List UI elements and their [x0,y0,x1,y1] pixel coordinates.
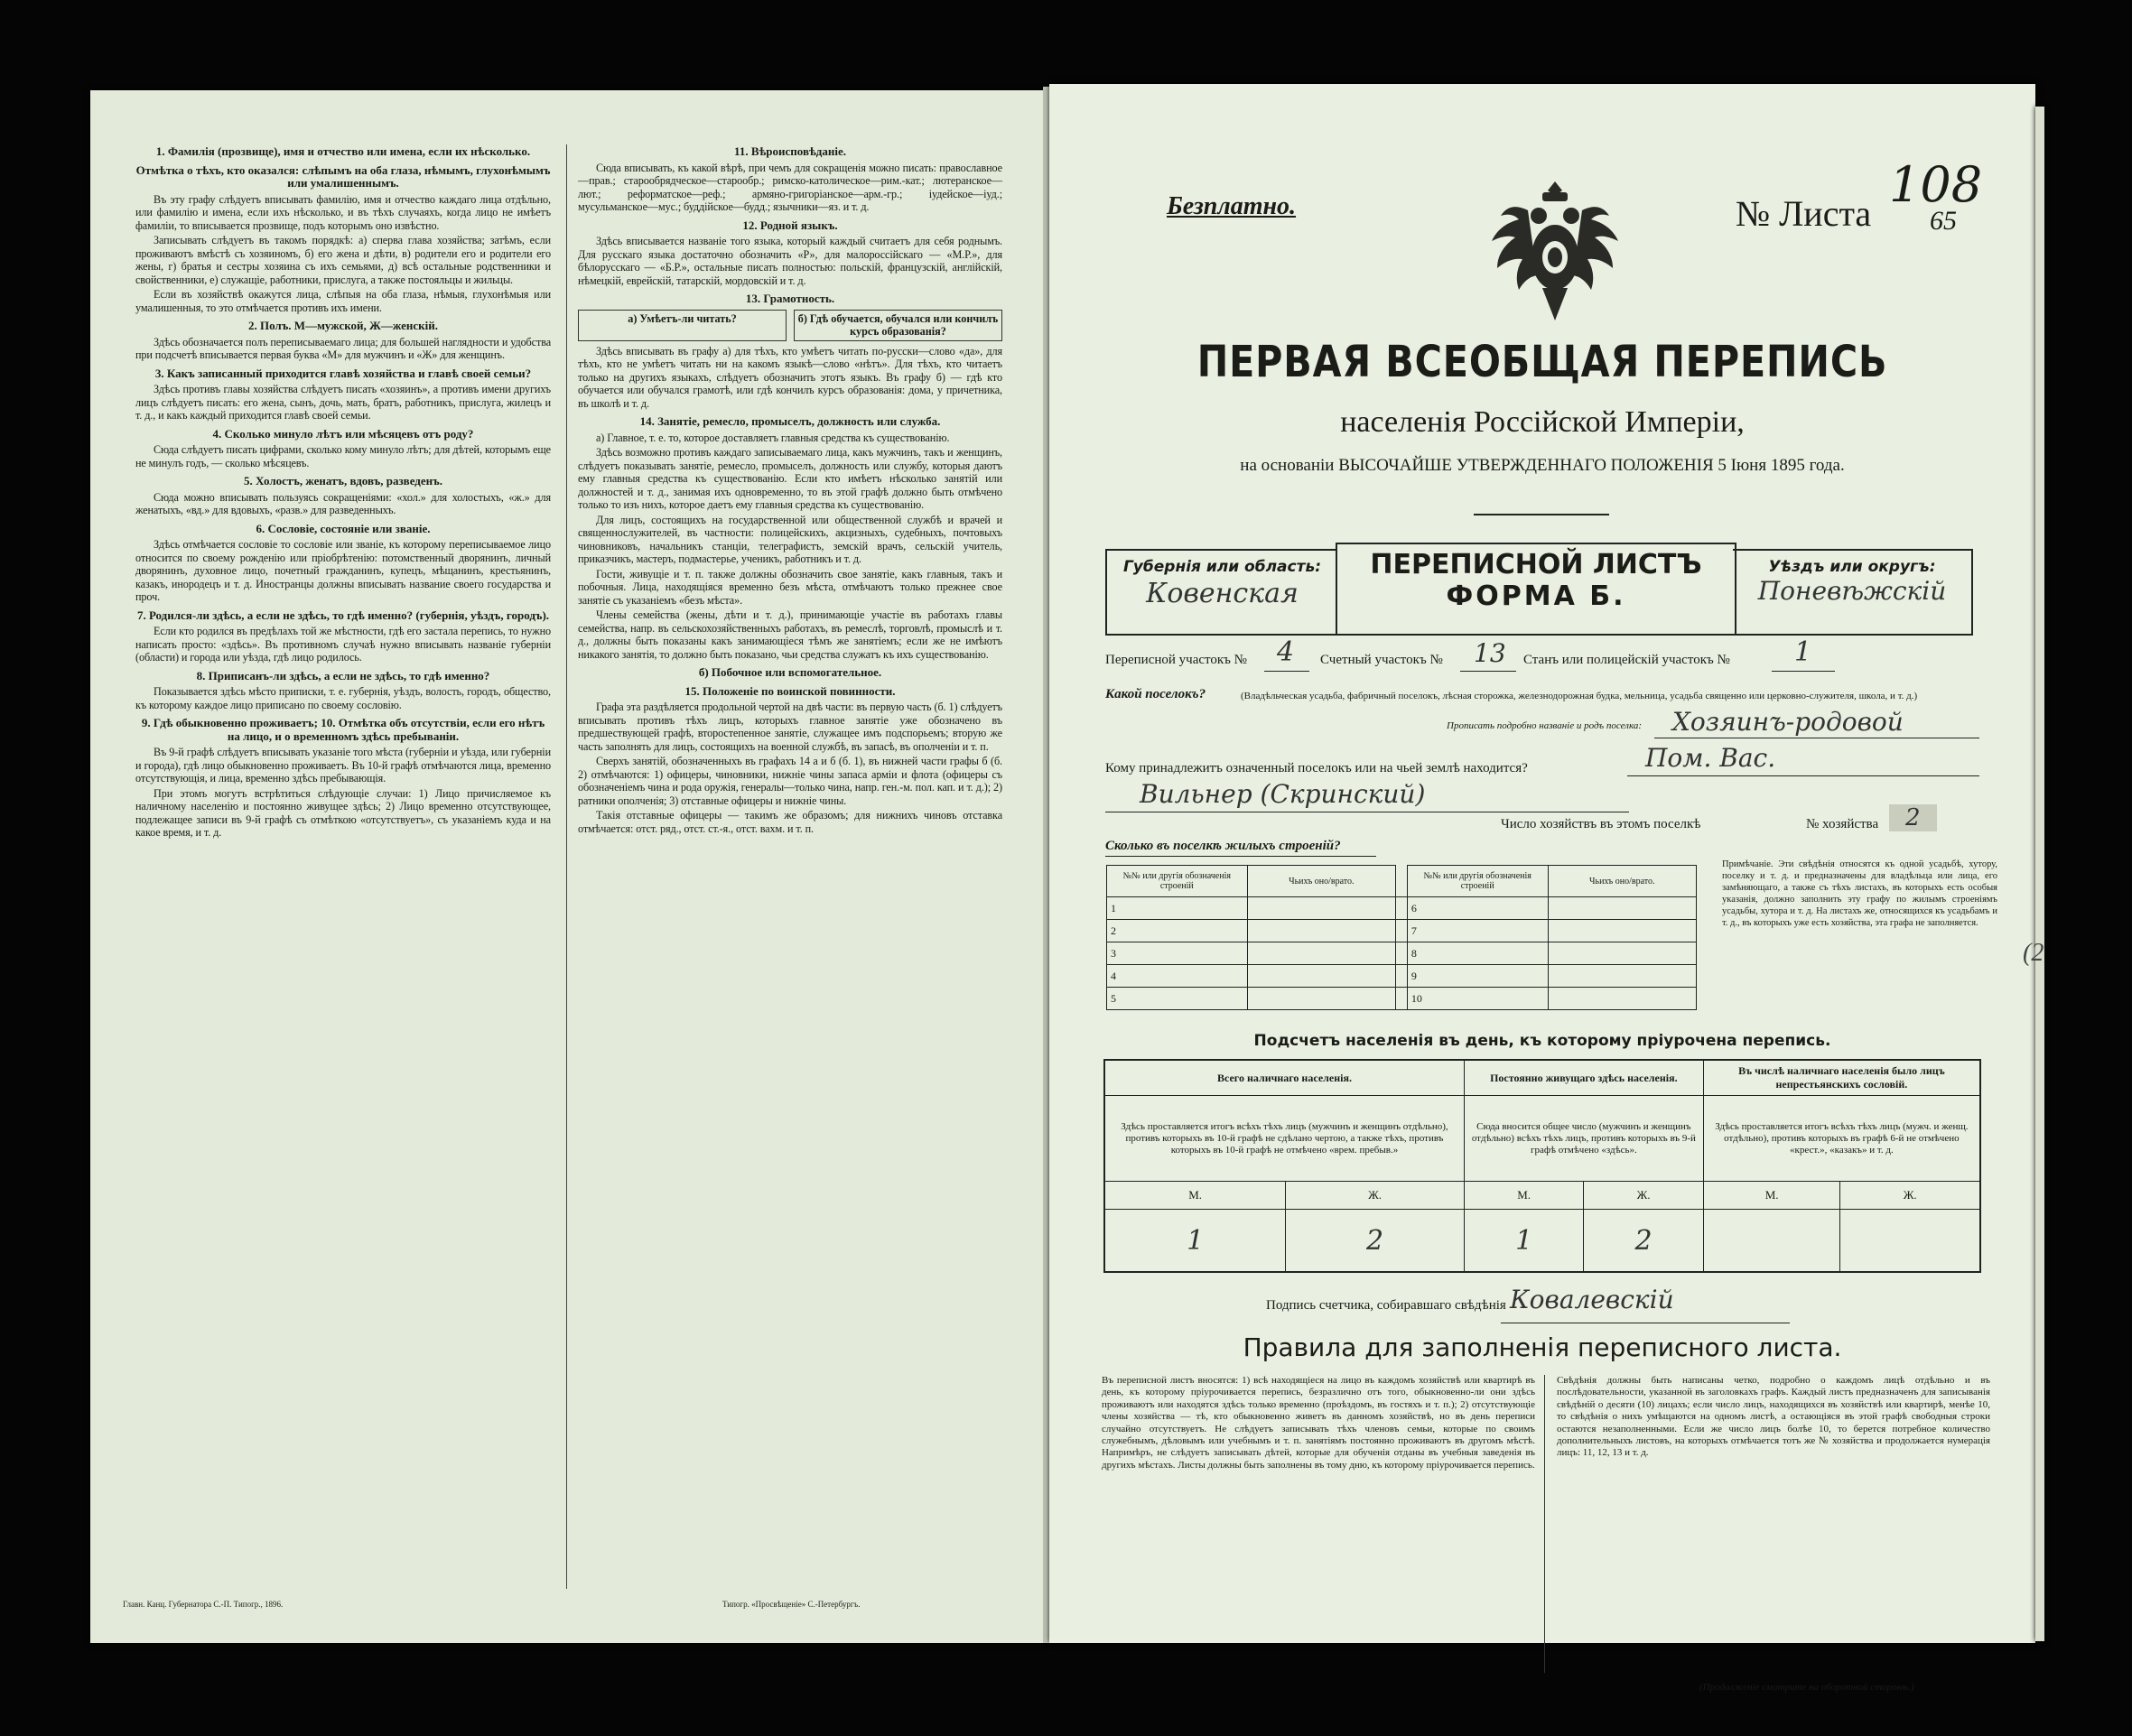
description-cell: Здѣсь проставляется итогъ всѣхъ тѣхъ лицъ (мужчинъ и женщинъ отдѣльно), противъ которыхъ въ 10-й графѣ не сдѣлано чертою, а также тѣхъ, противъ которыхъ въ 10-й графѣ не отмѣчено «врем. пребыв.» [1104,1096,1464,1182]
row-number: 2 [1107,920,1248,942]
section-heading: 6. Сословіе, состояніе или званіе. [256,521,431,535]
settlement-value: Хозяинъ-родовой [1672,707,1904,737]
section-paragraph: Записывать слѣдуетъ въ такомъ порядкѣ: а) сперва глава хозяйства; затѣмъ, если проживаютъ вмѣстѣ съ хозяиномъ, б) его жена и дѣти, в) родители его и родители его жены, г) братья и сестры хозяина съ ихъ семьями, д) всѣ остальные родственники и свойственники, е) служащіе, работники, прислуга, а также постояльцы и жильцы. [135,234,551,286]
settlement-hint-2: Прописать подробно названіе и родъ поселка: [1447,720,1643,731]
section-paragraph: Для лицъ, состоящихъ на государственной или общественной службѣ и врачей и священнослужителей, въ частности: полицейскихъ, акцизныхъ, судебныхъ, почтовыхъ чиновниковъ, начальникъ станціи, телеграфистъ, земскій врачъ, сельскій учитель, приказчикъ, мастеръ, подмастерье, ученикъ, работникъ и т. д. [578,513,1002,565]
household-number-value: 2 [1889,804,1937,831]
male-header: М. [1703,1182,1840,1210]
instructions-column-2 [578,140,1002,837]
row-number: 10 [1407,988,1548,1010]
continued-note: (Продолженіе смотрите на оборотной сторонѣ.) [1699,1682,1914,1693]
section-heading: 4. Сколько минуло лѣтъ или мѣсяцевъ отъ роду? [212,426,474,441]
spacer [1396,866,1408,897]
cell [1548,988,1696,1010]
underline [1772,671,1835,672]
table-header-row [1104,1060,1980,1096]
female-header: Ж. [1840,1182,1980,1210]
section-heading: 3. Какъ записанный приходится главѣ хозяйства и главѣ своей семьи? [154,366,532,380]
subquestion: б) Гдѣ обучается, обучался или кончилъ курсъ образованія? [794,310,1002,341]
section-paragraph: Если въ хозяйствѣ окажутся лица, слѣпыя на оба глаза, нѣмыя, глухонѣмыя или умалишенныя, то это отмѣчается противъ ихъ имени. [135,288,551,314]
cell [1548,897,1696,920]
underline [1264,671,1309,672]
rules-text-left: Въ переписной листъ вносятся: 1) всѣ находящіеся на лицо въ каждомъ хозяйствѣ или квартирѣ въ день, къ которому пріурочивается перепись, безразлично отъ того, обыкновенно-ли они здѣсь проживаютъ или находятся здѣсь только временно (проѣздомъ, въ гостяхъ и т. п.); 2) отсутствующіе члены хозяйства — тѣ, кто обыкновенно живетъ въ данномъ хозяйствѣ, но въ день переписи случайно отсутствуетъ. Не слѣдуетъ записывать тѣхъ членовъ семьи, которые по своимъ служебнымъ, дѣловымъ или учебнымъ и т. п. занятіямъ постоянно проживаютъ въ другомъ мѣстѣ. Напримѣръ, не слѣдуетъ записывать дѣтей, которые для обученія отданы въ учебныя заведенія въ другихъ мѣстахъ. Листы должны быть заполнены въ тому дню, къ которому пріурочивается перепись. [1102,1375,1535,1471]
subquestion: а) Умѣетъ-ли читать? [578,310,787,341]
table-row [1107,988,1697,1010]
count-value: 1 [1464,1210,1583,1273]
margin-mark: (2 [2023,939,2044,967]
census-subtitle: населенія Россійской Имперіи, [1340,405,1745,439]
section-paragraph: Графа эта раздѣляется продольной чертой на двѣ части: въ первую часть (б. 1) слѣдуетъ вписывать противъ тѣхъ лицъ, которыхъ главное занятіе уже обозначено въ предшествующей графѣ, второстепенное занятіе, служащее имъ подспорьемъ; вторую же часть заполнять для лицъ, состоящихъ на военной службѣ, въ запасѣ, въ ополченіи и т. п. [578,701,1002,753]
cell [1247,920,1395,942]
form-title-box [1336,543,1736,636]
sheet-number-handwritten-2: 65 [1930,206,1957,236]
row-number: 4 [1107,965,1248,988]
settlement-label: Какой поселокъ? [1105,687,1206,701]
table-row [1107,942,1697,965]
count-value: 2 [1584,1210,1703,1273]
row-number: 3 [1107,942,1248,965]
household-number-label: № хозяйства [1806,817,1879,831]
section-heading: 5. Холостъ, женатъ, вдовъ, разведенъ. [244,474,442,487]
male-header: М. [1464,1182,1583,1210]
header-cell: №№ или другія обозначенія строеній [1407,866,1548,897]
settlement-hint: (Владѣльческая усадьба, фабричный поселокъ, лѣсная сторожка, железнодорожная будка, мельница, усадьба священно или церковно-служителя, школа, и т. д.) [1241,691,1918,701]
section-paragraph: Въ эту графу слѣдуетъ вписывать фамилію, имя и отчество каждаго лица отдѣльно, или фамилію и имена, если ихъ нѣсколько, и въ тѣхъ случаяхъ, когда лицо не имѣетъ фамиліи, то вписывается прозвище, подъ которымъ оно извѣстно. [135,192,551,232]
table-row [1107,920,1697,942]
cell [1548,920,1696,942]
page-edge [2035,107,2044,1641]
section-paragraph: Члены семейства (жены, дѣти и т. д.), принимающіе участіе въ работахъ главы семейства, напр. въ сельскохозяйственныхъ работахъ, въ ремеслѣ, торговлѣ, промыслѣ и т. д., должны быть показаны какъ занимающіеся тѣмъ же занятіемъ; если же не имѣютъ никакого занятія, то должно быть показано, чьи средства служатъ къ ихъ существованію. [578,608,1002,661]
cell [1247,965,1395,988]
description-cell: Сюда вносится общее число (мужчинъ и женщинъ отдѣльно) всѣхъ тѣхъ лицъ, противъ которыхъ въ 9-й графѣ отмѣчено «здѣсь». [1464,1096,1703,1182]
rules-divider [1544,1375,1545,1673]
printer-footer-right: Типогр. «Просвѣщеніе» С.-Петербургъ. [722,1600,861,1609]
census-section-label: Переписной участокъ № [1105,653,1247,667]
section-heading: 13. Грамотность. [745,292,835,305]
form-title: ПЕРЕПИСНОЙ ЛИСТЪ [1370,549,1702,580]
police-precinct-value: 1 [1794,636,1812,668]
spacer [1396,942,1408,965]
count-value: 2 [1286,1210,1465,1273]
section-paragraph: Гости, живущіе и т. п. также должны обозначить свое занятіе, какъ главныя, такъ и побочныя. Лица, находящіяся временно безъ мѣста, отмѣчаютъ только прежнее свое занятіе съ указаніемъ «безъ мѣста». [578,567,1002,607]
female-header: Ж. [1286,1182,1465,1210]
table-header-row [1107,866,1697,897]
printer-footer-left: Главн. Канц. Губернатора С.-П. Типогр., 1896. [123,1600,284,1609]
header-cell: Всего наличнаго населенія. [1104,1060,1464,1096]
count-value [1840,1210,1980,1273]
section-paragraph: Сюда слѣдуетъ писать цифрами, сколько кому минуло лѣтъ; для дѣтей, которымъ еще не минулъ годъ, — сколько мѣсяцевъ. [135,443,551,469]
rules-text-right: Свѣдѣнія должны быть написаны четко, подробно о каждомъ лицѣ отдѣльно и въ послѣдовательности, указанной въ заголовкахъ графъ. Каждый листъ предназначенъ для записыванія свѣдѣній о десяти (10) лицахъ; если число лицъ, находящихся въ хозяйствѣ или квартирѣ, менѣе 10, то свѣдѣнія о нихъ умѣщаются на одномъ листѣ, а остающіяся въ этой графѣ свободныя строки остаются незаполненными. Если же число лицъ болѣе 10, то берется потребное количество дополнительныхъ листовъ, на которыхъ отмѣчается тотъ же № хозяйства и продолжается нумерація лицъ: 11, 12, 13 и т. д. [1557,1375,1990,1459]
cell [1548,942,1696,965]
spacer [1396,920,1408,942]
form-type: ФОРМА Б. [1446,580,1626,612]
section-paragraph: Здѣсь вписывать въ графу а) для тѣхъ, кто умѣетъ читать по-русски—слово «да», для тѣхъ, кто не умѣетъ читать ни на какомъ языкѣ—слово «нѣтъ». Для тѣхъ, кто читаетъ только на другихъ языкахъ, слѣдуетъ обозначить этотъ языкъ. Въ графу б) — гдѣ кто обучается или обучался грамотѣ, или гдѣ кончилъ курсъ образованія: дома, у причетника, въ школѣ и т. д. [578,344,1002,410]
section-heading: б) Побочное или вспомогательное. [698,665,882,679]
table-row [1104,1182,1980,1210]
buildings-table [1106,865,1697,1010]
section-heading: 9. Гдѣ обыкновенно проживаетъ; 10. Отмѣтка объ отсутствіи, если его нѣтъ на лицо, и о временномъ здѣсь пребываніи. [141,716,545,743]
section-heading: 8. Приписанъ-ли здѣсь, а если не здѣсь, то гдѣ именно? [196,668,490,682]
section-paragraph: При этомъ могутъ встрѣтиться слѣдующіе случаи: 1) Лицо причисляемое къ наличному населенію и постоянно живущее здѣсь; 2) Лицо временно отсутствующее, подлежащее записи въ 9-й графѣ съ отмѣткою «отсутствуетъ», съ указаніемъ куда и на какое время, и т. д. [135,786,551,839]
section-paragraph: Если кто родился въ предѣлахъ той же мѣстности, гдѣ его застала перепись, то нужно написать просто: «здѣсь». Въ противномъ случаѣ нужно вписывать названіе губерніи (области) и города или уѣзда, гдѣ лицо родилось. [135,625,551,664]
enumerator-signature: Ковалевскій [1510,1285,1674,1314]
police-precinct-label: Станъ или полицейскій участокъ № [1523,653,1730,667]
row-number: 5 [1107,988,1248,1010]
table-row [1107,965,1697,988]
header-cell: №№ или другія обозначенія строеній [1107,866,1248,897]
spacer [1396,988,1408,1010]
sheet-number-label: № Листа [1736,193,1872,234]
section-heading: 12. Родной языкъ. [742,218,838,232]
literacy-subquestions [578,310,1002,341]
census-legal-basis: на основаніи ВЫСОЧАЙШЕ УТВЕРЖДЕННАГО ПОЛОЖЕНІЯ 5 Іюня 1895 года. [1240,456,1845,475]
section-paragraph: Такія отставные офицеры — такимъ же образомъ; для нижнихъ чиновъ отставка отмѣчается: отст. ряд., отст. ст.-я., отст. вахм. и т. п. [578,809,1002,835]
female-header: Ж. [1584,1182,1703,1210]
section-heading: 11. Вѣроисповѣданіе. [734,144,846,158]
section-paragraph: Сюда вписывать, къ какой вѣрѣ, при чемъ для сокращенія можно писать: православное—прав.; старообрядческое—старообр.; римско-католическое—рим.-кат.; лютеранское—лют.; реформатское—реф.; армяно-григоріанское—арм.-гр.; іудейское—іуд.; мусульманское—мус.; буддійское—будд.; язычники—яз. и т. д. [578,161,1002,213]
instructions-column-1 [135,140,551,841]
title-rule [1474,514,1609,515]
section-heading: 15. Положеніе по воинской повинности. [684,683,896,698]
section-paragraph: Здѣсь отмѣчается сословіе то сословіе или званіе, къ которому переписываемое лицо относится по своему рожденію или пріобрѣтенію: потомственный дворянинъ, личный дворянинъ, духовное лицо, почетный гражданинъ, купецъ, мѣщанинъ, крестьянинъ, казакъ, инородецъ и т. д. Иностранцы должны вписывать название своего государства и проч. [135,538,551,603]
section-paragraph: Въ 9-й графѣ слѣдуетъ вписывать указаніе того мѣста (губерніи и уѣзда, или губерніи и города), гдѣ лицо обыкновенно проживаетъ. Въ 10-й графѣ отмѣчаются лица, временно отсутствующія, и лица, временно здѣсь пребывающія. [135,746,551,784]
table-row [1107,897,1697,920]
underline [1460,671,1516,672]
cell [1247,942,1395,965]
header-cell: Чьихъ оно/врато. [1548,866,1696,897]
header-cell: Въ числѣ наличнаго населенія было лицъ непрестьянскихъ сословій. [1703,1060,1980,1096]
section-paragraph: Здѣсь возможно противъ каждаго записываемаго лица, какъ мужчинъ, такъ и женщинъ, слѣдуетъ показывать занятіе, ремесло, промыселъ, должность или службу, которыя даютъ ему главныя средства къ существованію. Если кто имѣетъ нѣсколько занятій или должностей и т. д., занимая ихъ одновременно, то въ этой графѣ должно быть отмѣчено только то изъ нихъ, которое даетъ ему главныя средства къ существованію. [578,446,1002,511]
district-value: Поневѣжскій [1757,576,1947,606]
section-paragraph: Здѣсь вписывается названіе того языка, который каждый считаетъ для себя роднымъ. Для русскаго языка достаточно обозначить «Р», для малороссійскаго — «М.Р.», для бѣлорусскаго — «Б.Р.», остальные писать полностью: польскій, французскій, англійскій, нѣмецкій, еврейскій, татарскій, мордовскій и т. д. [578,235,1002,287]
counting-section-label: Счетный участокъ № [1320,653,1443,667]
column-divider [566,144,567,1589]
section-paragraph: Здѣсь обозначается полъ переписываемаго лица; для большей наглядности и удобства при подсчетѣ вписывается первая буква «М» для мужчинъ и «Ж» для женщинъ. [135,335,551,361]
section-heading: Отмѣтка о тѣхъ, кто оказался: слѣпымъ на оба глаза, нѣмымъ, глухонѣмымъ или умалишеннымъ. [135,162,551,190]
underline [1627,775,1979,776]
owner-value-2: Вильнер (Скринский) [1140,779,1426,809]
province-box [1105,549,1337,636]
buildings-note: Примѣчаніе. Эти свѣдѣнія относятся къ одной усадьбѣ, хутору, поселку и т. д. и предназначены для владѣльца или лица, его замѣняющаго, а также съ тѣхъ листахъ, въ которыхъ есть особыя указанія, должно заполнить эту графу по жилымъ строеніямъ усадьбы, хутора и т. д. На листахъ же, относящихся къ усадьбамъ и т. д., въ которыхъ уже есть хозяйства, эта графа не заполняется. [1722,859,1997,928]
underline [1105,856,1376,857]
households-count-label: Число хозяйствъ въ этомъ поселкѣ [1501,817,1701,831]
row-number: 6 [1407,897,1548,920]
cell [1548,965,1696,988]
count-value [1703,1210,1840,1273]
male-header: М. [1104,1182,1286,1210]
counting-section-value: 13 [1474,638,1506,668]
table-row [1104,1210,1980,1273]
description-cell: Здѣсь проставляется итогъ всѣхъ тѣхъ лицъ (мужч. и женщ. отдѣльно), противъ которыхъ въ графѣ 6-й не отмѣчено «крест.», «казакъ» и т. д. [1703,1096,1980,1182]
row-number: 1 [1107,897,1248,920]
census-section-value: 4 [1277,636,1295,668]
double-headed-eagle-emblem [1474,174,1636,328]
section-paragraph: Здѣсь противъ главы хозяйства слѣдуетъ писать «хозяинъ», а противъ имени другихъ лицъ слѣдуетъ писать: его жена, сынъ, дочь, мать, братъ, работникъ, прислуга, жилецъ и т. д., и какъ каждый приходится главѣ своей семьи. [135,383,551,422]
census-main-title: ПЕРВАЯ ВСЕОБЩАЯ ПЕРЕПИСЬ [1196,337,1888,387]
enumerator-signature-label: Подпись счетчика, собиравшаго свѣдѣнія [1266,1298,1506,1313]
section-paragraph: Сверхъ занятій, обозначенныхъ въ графахъ 14 а и б (б. 1), въ нижней части графы б (б. 2) отмѣчаются: 1) офицеры, чиновники, нижніе чины запаса арміи и флота (офицеры съ обозначеніемъ чина и рода оружія, генералы—только чина, напр. ген.-м. пол. кап. и т. д.); 2) ратники ополченія; 3) отставные офицеры и нижніе чины. [578,755,1002,807]
count-value: 1 [1104,1210,1286,1273]
left-page-instructions [90,90,1049,1643]
cell [1247,897,1395,920]
rules-title: Правила для заполненія переписного листа. [1243,1332,1842,1362]
province-value: Ковенская [1146,578,1299,609]
spacer [1396,965,1408,988]
district-label: Уѣздъ или округъ: [1768,558,1936,576]
row-number: 9 [1407,965,1548,988]
owner-value-1: Пом. Вас. [1645,743,1776,773]
section-paragraph: Сюда можно вписывать пользуясь сокращеніями: «хол.» для холостыхъ, «ж.» для женатыхъ, «вд.» для вдовыхъ, «разв.» для разведенныхъ. [135,490,551,516]
sheet-number-handwritten: 108 [1889,156,1983,213]
province-label: Губернія или область: [1122,558,1322,576]
section-heading: 7. Родился-ли здѣсь, а если не здѣсь, то гдѣ именно? (губернія, уѣздъ, городъ). [136,608,550,622]
population-count-table [1103,1059,1981,1273]
row-number: 8 [1407,942,1548,965]
population-count-title: Подсчетъ населенія въ день, къ которому пріурочена перепись. [1253,1032,1831,1050]
header-cell: Постоянно живущаго здѣсь населенія. [1464,1060,1703,1096]
section-paragraph: а) Главное, т. е. то, которое доставляетъ главныя средства къ существованію. [596,431,950,444]
section-heading: 14. Занятіе, ремесло, промыселъ, должность или служба. [639,414,941,428]
spacer [1396,897,1408,920]
buildings-label: Сколько въ поселкѣ жилыхъ строеній? [1105,839,1341,853]
cell [1247,988,1395,1010]
row-number: 7 [1407,920,1548,942]
right-page-census-form [1049,84,2035,1693]
free-label: Безплатно. [1167,192,1297,220]
section-heading: 2. Полъ. М—мужской, Ж—женскій. [247,319,439,332]
owner-label: Кому принадлежитъ означенный поселокъ или на чьей землѣ находится? [1105,761,1528,775]
table-row [1104,1096,1980,1182]
section-heading: 1. Фамилія (прозвище), имя и отчество или имена, если их нѣсколько. [155,144,531,158]
district-box [1733,549,1973,636]
section-paragraph: Показывается здѣсь мѣсто приписки, т. е. губернія, уѣздъ, волость, городъ, общество, къ которому каждое лицо приписано по своему сословію. [135,685,551,711]
header-cell: Чьихъ оно/врато. [1247,866,1395,897]
